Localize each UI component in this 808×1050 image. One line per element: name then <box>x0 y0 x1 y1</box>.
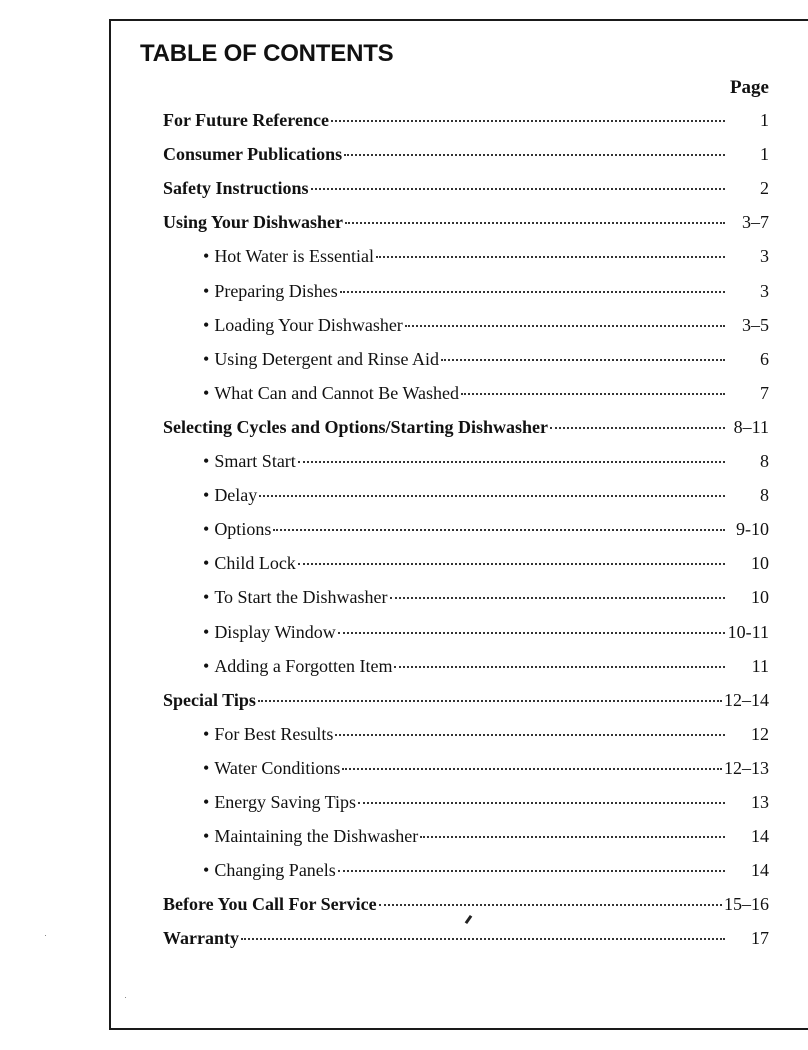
toc-entry-label: What Can and Cannot Be Washed <box>214 383 459 403</box>
dot-leader <box>345 222 725 224</box>
dot-leader <box>338 870 725 872</box>
toc-entry-page-number: 10 <box>751 553 769 573</box>
toc-entry-page-number: 3–7 <box>742 212 769 232</box>
toc-entry-label: Delay <box>214 485 258 505</box>
dot-leader <box>258 700 722 702</box>
bullet-icon: • <box>203 485 210 505</box>
toc-entry-page-number: 1 <box>760 110 769 130</box>
toc-entry-page-number: 8 <box>760 485 769 505</box>
dot-leader <box>405 325 725 327</box>
page-column-header: Page <box>729 77 769 98</box>
toc-sub-entry <box>203 242 769 270</box>
toc-entry-page-number: 11 <box>751 656 769 676</box>
dot-leader <box>340 291 725 293</box>
toc-sub-entry <box>203 754 769 782</box>
toc-entry-label: Before You Call For Service <box>163 894 377 914</box>
toc-sub-entry <box>203 822 769 850</box>
toc-entry-label: Preparing Dishes <box>214 281 338 301</box>
toc-entry-page-number: 15–16 <box>724 894 769 914</box>
toc-entry-label: Smart Start <box>214 451 296 471</box>
toc-entry-label: Selecting Cycles and Options/Starting Dishwasher <box>163 417 549 437</box>
page-frame-left-border <box>109 19 111 1030</box>
toc-sub-entry <box>203 549 769 577</box>
scan-artifact-dot <box>125 997 126 998</box>
toc-entry-page-number: 3 <box>760 281 769 301</box>
toc-entry-page-number: 13 <box>751 792 769 812</box>
bullet-icon: • <box>203 246 210 266</box>
toc-entry-page-number: 3 <box>760 246 769 266</box>
toc-entry-label: Water Conditions <box>214 758 341 778</box>
dot-leader <box>335 734 725 736</box>
toc-entry-label: Using Your Dishwasher <box>163 212 344 232</box>
toc-entry-label: Maintaining the Dishwasher <box>214 826 419 846</box>
bullet-icon: • <box>203 826 210 846</box>
toc-entry-label: Adding a Forgotten Item <box>214 656 393 676</box>
bullet-icon: • <box>203 315 210 335</box>
dot-leader <box>259 495 725 497</box>
toc-sub-entry <box>203 311 769 339</box>
bullet-icon: • <box>203 519 210 539</box>
toc-entry-page-number: 12–14 <box>724 690 769 710</box>
bullet-icon: • <box>203 758 210 778</box>
page-frame-top-border <box>110 19 808 21</box>
bullet-icon: • <box>203 860 210 880</box>
dot-leader <box>390 597 725 599</box>
dot-leader <box>420 836 725 838</box>
toc-entry-label: For Future Reference <box>163 110 329 130</box>
toc-entry-label: Energy Saving Tips <box>214 792 357 812</box>
dot-leader <box>441 359 725 361</box>
toc-entry-page-number: 12–13 <box>724 758 769 778</box>
toc-sub-entry <box>203 583 769 611</box>
toc-entry-label: Using Detergent and Rinse Aid <box>214 349 439 369</box>
toc-entry-label: Consumer Publications <box>163 144 343 164</box>
toc-sub-entry <box>203 277 769 305</box>
toc-main-entry <box>163 686 769 714</box>
bullet-icon: • <box>203 622 210 642</box>
toc-sub-entry <box>203 720 769 748</box>
dot-leader <box>338 632 725 634</box>
toc-sub-entry <box>203 856 769 884</box>
toc-entry-label: Hot Water is Essential <box>214 246 375 266</box>
toc-entry-label: For Best Results <box>214 724 334 744</box>
dot-leader <box>331 120 725 122</box>
dot-leader <box>376 256 725 258</box>
toc-entry-page-number: 8–11 <box>733 417 769 437</box>
dot-leader <box>358 802 725 804</box>
toc-main-entry <box>163 106 769 134</box>
toc-entry-page-number: 12 <box>751 724 769 744</box>
bullet-icon: • <box>203 349 210 369</box>
toc-sub-entry <box>203 379 769 407</box>
toc-entry-page-number: 7 <box>760 383 769 403</box>
toc-entry-page-number: 6 <box>760 349 769 369</box>
page-frame-bottom-border <box>110 1028 808 1030</box>
toc-entry-page-number: 17 <box>751 928 769 948</box>
toc-entry-page-number: 10-11 <box>727 622 769 642</box>
dot-leader <box>550 427 725 429</box>
toc-main-entry <box>163 890 769 918</box>
bullet-icon: • <box>203 383 210 403</box>
dot-leader <box>298 461 725 463</box>
bullet-icon: • <box>203 553 210 573</box>
bullet-icon: • <box>203 587 210 607</box>
toc-entry-label: Special Tips <box>163 690 256 710</box>
dot-leader <box>298 563 725 565</box>
toc-entry-page-number: 10 <box>751 587 769 607</box>
toc-sub-entry <box>203 618 769 646</box>
toc-entry-page-number: 14 <box>751 860 769 880</box>
dot-leader <box>273 529 725 531</box>
dot-leader <box>344 154 725 156</box>
toc-entry-page-number: 1 <box>760 144 769 164</box>
toc-entry-label: Warranty <box>163 928 239 948</box>
bullet-icon: • <box>203 281 210 301</box>
toc-sub-entry <box>203 652 769 680</box>
dot-leader <box>241 938 725 940</box>
toc-sub-entry <box>203 515 769 543</box>
toc-entry-label: Display Window <box>214 622 336 642</box>
toc-entry-label: Safety Instructions <box>163 178 309 198</box>
toc-sub-entry <box>203 447 769 475</box>
toc-main-entry <box>163 140 769 168</box>
toc-entry-label: Child Lock <box>214 553 296 573</box>
toc-entry-label: To Start the Dishwasher <box>214 587 388 607</box>
toc-entry-page-number: 14 <box>751 826 769 846</box>
toc-main-entry <box>163 208 769 236</box>
bullet-icon: • <box>203 656 210 676</box>
dot-leader <box>394 666 725 668</box>
toc-sub-entry <box>203 788 769 816</box>
toc-main-entry <box>163 174 769 202</box>
toc-entry-page-number: 3–5 <box>742 315 769 335</box>
dot-leader <box>379 904 722 906</box>
toc-sub-entry <box>203 481 769 509</box>
toc-entry-page-number: 8 <box>760 451 769 471</box>
toc-title: TABLE OF CONTENTS <box>140 40 394 67</box>
toc-main-entry <box>163 413 769 441</box>
dot-leader <box>311 188 725 190</box>
toc-entry-page-number: 9-10 <box>736 519 769 539</box>
toc-entry-page-number: 2 <box>760 178 769 198</box>
toc-entry-label: Loading Your Dishwasher <box>214 315 403 335</box>
scan-artifact-dot <box>45 935 46 936</box>
dot-leader <box>342 768 722 770</box>
bullet-icon: • <box>203 451 210 471</box>
bullet-icon: • <box>203 792 210 812</box>
toc-sub-entry <box>203 345 769 373</box>
dot-leader <box>461 393 725 395</box>
toc-main-entry <box>163 924 769 952</box>
toc-entry-label: Options <box>214 519 272 539</box>
toc-entry-label: Changing Panels <box>214 860 336 880</box>
bullet-icon: • <box>203 724 210 744</box>
